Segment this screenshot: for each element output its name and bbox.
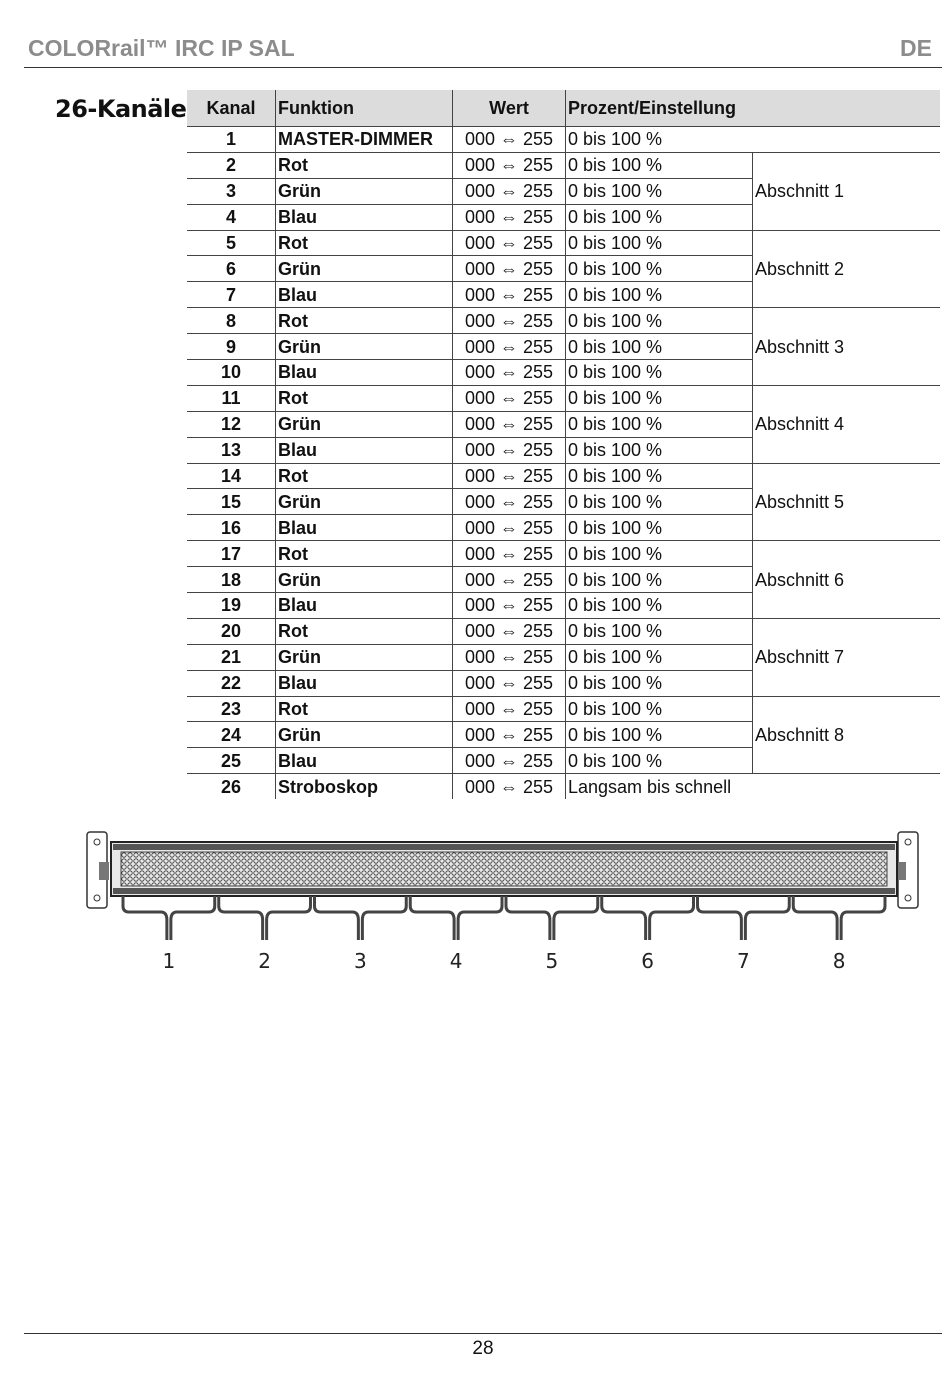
channel-percent: Langsam bis schnell (568, 776, 732, 797)
segment-label: 6 (641, 949, 654, 973)
channel-value: 000 ⇔ 255 (453, 178, 566, 204)
channel-value: 000 ⇔ 255 (453, 334, 566, 360)
channel-number: 16 (187, 515, 276, 541)
channel-percent: 0 bis 100 % (566, 489, 753, 515)
channel-number: 7 (187, 282, 276, 308)
column-header-kanal: Kanal (187, 90, 276, 127)
channel-number: 8 (187, 308, 276, 334)
channel-number: 4 (187, 204, 276, 230)
channel-value: 000 ⇔ 255 (453, 593, 566, 619)
channel-value: 000 ⇔ 255 (453, 722, 566, 748)
segment-label: 2 (258, 949, 271, 973)
channel-number: 20 (187, 618, 276, 644)
channel-value: 000 ⇔ 255 (453, 670, 566, 696)
channel-function: Grün (276, 644, 453, 670)
channel-value: 000 ⇔ 255 (453, 256, 566, 282)
channel-number: 21 (187, 644, 276, 670)
channel-percent: 0 bis 100 % (566, 670, 753, 696)
channel-value: 000 ⇔ 255 (453, 515, 566, 541)
table-row (187, 308, 940, 334)
channel-value: 000 ⇔ 255 (453, 567, 566, 593)
table-row (187, 230, 940, 256)
channel-function: Blau (276, 204, 453, 230)
channel-number: 24 (187, 722, 276, 748)
section-label: Abschnitt 8 (753, 696, 941, 774)
channel-number: 25 (187, 748, 276, 774)
channel-value: 000 ⇔ 255 (453, 696, 566, 722)
fixture-diagram (85, 828, 925, 978)
channel-number: 11 (187, 385, 276, 411)
channel-number: 5 (187, 230, 276, 256)
table-row (187, 127, 940, 153)
channel-value: 000 ⇔ 255 (453, 204, 566, 230)
channel-number: 17 (187, 541, 276, 567)
header-divider (24, 67, 942, 68)
channel-percent: 0 bis 100 % (566, 152, 753, 178)
channel-function: Grün (276, 722, 453, 748)
channel-function: Rot (276, 541, 453, 567)
segment-brace (219, 896, 311, 940)
channel-function: Grün (276, 178, 453, 204)
channel-number: 9 (187, 334, 276, 360)
section-label: Abschnitt 4 (753, 385, 941, 463)
channel-percent: 0 bis 100 % (566, 308, 753, 334)
channel-value: 000 ⇔ 255 (453, 541, 566, 567)
channel-function: MASTER-DIMMER (276, 127, 453, 153)
channel-number: 26 (187, 774, 276, 799)
channel-percent: 0 bis 100 % (566, 722, 753, 748)
segment-label: 3 (354, 949, 367, 973)
channel-percent: 0 bis 100 % (566, 541, 753, 567)
segment-label: 1 (162, 949, 176, 973)
channel-percent: 0 bis 100 % (566, 748, 753, 774)
table-header-row (187, 90, 940, 127)
channel-percent: 0 bis 100 % (566, 385, 753, 411)
channel-number: 22 (187, 670, 276, 696)
section-label: Abschnitt 1 (753, 152, 941, 230)
channel-function: Blau (276, 360, 453, 386)
channel-value: 000 ⇔ 255 (453, 308, 566, 334)
column-header-wert: Wert (453, 90, 566, 127)
table-row (187, 385, 940, 411)
table-row (187, 463, 940, 489)
channel-value: 000 ⇔ 255 (453, 774, 566, 799)
channel-percent: 0 bis 100 % (566, 463, 753, 489)
channel-table (187, 90, 940, 799)
channel-function: Rot (276, 230, 453, 256)
channel-percent: 0 bis 100 % (566, 644, 753, 670)
channel-function: Grün (276, 567, 453, 593)
channel-percent: 0 bis 100 % (566, 437, 753, 463)
table-row (187, 541, 940, 567)
channel-function: Rot (276, 696, 453, 722)
column-header-prozent: Prozent/Einstellung (566, 90, 941, 127)
channel-value: 000 ⇔ 255 (453, 127, 566, 153)
channel-value: 000 ⇔ 255 (453, 411, 566, 437)
segment-brace (602, 896, 694, 940)
channel-number: 2 (187, 152, 276, 178)
channel-percent: 0 bis 100 % (566, 567, 753, 593)
table-row (187, 152, 940, 178)
channel-percent: 0 bis 100 % (566, 256, 753, 282)
segment-label: 8 (832, 949, 846, 973)
document-title: COLORrail™ IRC IP SAL (28, 35, 295, 61)
channel-function: Blau (276, 515, 453, 541)
channel-function: Blau (276, 437, 453, 463)
channel-value: 000 ⇔ 255 (453, 489, 566, 515)
channel-function: Rot (276, 463, 453, 489)
channel-percent: 0 bis 100 % (566, 334, 753, 360)
channel-number: 14 (187, 463, 276, 489)
section-label: Abschnitt 5 (753, 463, 941, 541)
channel-percent: 0 bis 100 % (566, 411, 753, 437)
channel-function: Blau (276, 748, 453, 774)
column-header-funktion: Funktion (276, 90, 453, 127)
channel-number: 19 (187, 593, 276, 619)
segment-label: 4 (449, 949, 463, 973)
section-title: 26-Kanäle (55, 95, 187, 123)
segment-brace (793, 896, 885, 940)
channel-function: Blau (276, 282, 453, 308)
channel-number: 10 (187, 360, 276, 386)
channel-percent: 0 bis 100 % (566, 696, 753, 722)
channel-number: 15 (187, 489, 276, 515)
channel-value: 000 ⇔ 255 (453, 618, 566, 644)
channel-percent: 0 bis 100 % (566, 618, 753, 644)
channel-value: 000 ⇔ 255 (453, 463, 566, 489)
channel-number: 3 (187, 178, 276, 204)
section-label: Abschnitt 3 (753, 308, 941, 386)
channel-number: 12 (187, 411, 276, 437)
channel-percent: 0 bis 100 % (566, 515, 753, 541)
channel-function: Grün (276, 411, 453, 437)
segment-label: 7 (737, 949, 750, 973)
section-label: Abschnitt 7 (753, 618, 941, 696)
led-array (121, 852, 887, 886)
segment-brace (698, 896, 790, 940)
channel-function: Rot (276, 152, 453, 178)
channel-number: 23 (187, 696, 276, 722)
language-code: DE (900, 35, 932, 61)
segment-brace (506, 896, 598, 940)
channel-function: Grün (276, 334, 453, 360)
channel-percent: 0 bis 100 % (566, 127, 941, 153)
channel-number: 18 (187, 567, 276, 593)
table-row (187, 696, 940, 722)
channel-value: 000 ⇔ 255 (453, 282, 566, 308)
channel-value: 000 ⇔ 255 (453, 437, 566, 463)
channel-function: Blau (276, 670, 453, 696)
segment-brace (315, 896, 407, 940)
channel-value: 000 ⇔ 255 (453, 385, 566, 411)
channel-function: Stroboskop (276, 774, 453, 799)
channel-function: Grün (276, 256, 453, 282)
channel-percent: 0 bis 100 % (566, 230, 753, 256)
channel-function: Grün (276, 489, 453, 515)
section-label: Abschnitt 2 (753, 230, 941, 308)
channel-value: 000 ⇔ 255 (453, 748, 566, 774)
table-row (187, 774, 940, 799)
channel-number: 1 (187, 127, 276, 153)
channel-percent: 0 bis 100 % (566, 360, 753, 386)
page-number: 28 (472, 1338, 494, 1359)
channel-value: 000 ⇔ 255 (453, 644, 566, 670)
segment-brace (123, 896, 215, 940)
channel-value: 000 ⇔ 255 (453, 152, 566, 178)
channel-function: Rot (276, 385, 453, 411)
channel-function: Rot (276, 618, 453, 644)
table-row (187, 618, 940, 644)
segment-brace (410, 896, 502, 940)
channel-number: 6 (187, 256, 276, 282)
channel-percent: 0 bis 100 % (566, 593, 753, 619)
segment-braces (123, 896, 885, 940)
channel-value: 000 ⇔ 255 (453, 230, 566, 256)
channel-percent: 0 bis 100 % (566, 282, 753, 308)
channel-value: 000 ⇔ 255 (453, 360, 566, 386)
channel-percent: 0 bis 100 % (566, 178, 753, 204)
channel-number: 13 (187, 437, 276, 463)
channel-percent: 0 bis 100 % (566, 204, 753, 230)
section-label: Abschnitt 6 (753, 541, 941, 619)
footer-divider (24, 1333, 942, 1334)
channel-function: Blau (276, 593, 453, 619)
channel-function: Rot (276, 308, 453, 334)
segment-label: 5 (545, 949, 559, 973)
